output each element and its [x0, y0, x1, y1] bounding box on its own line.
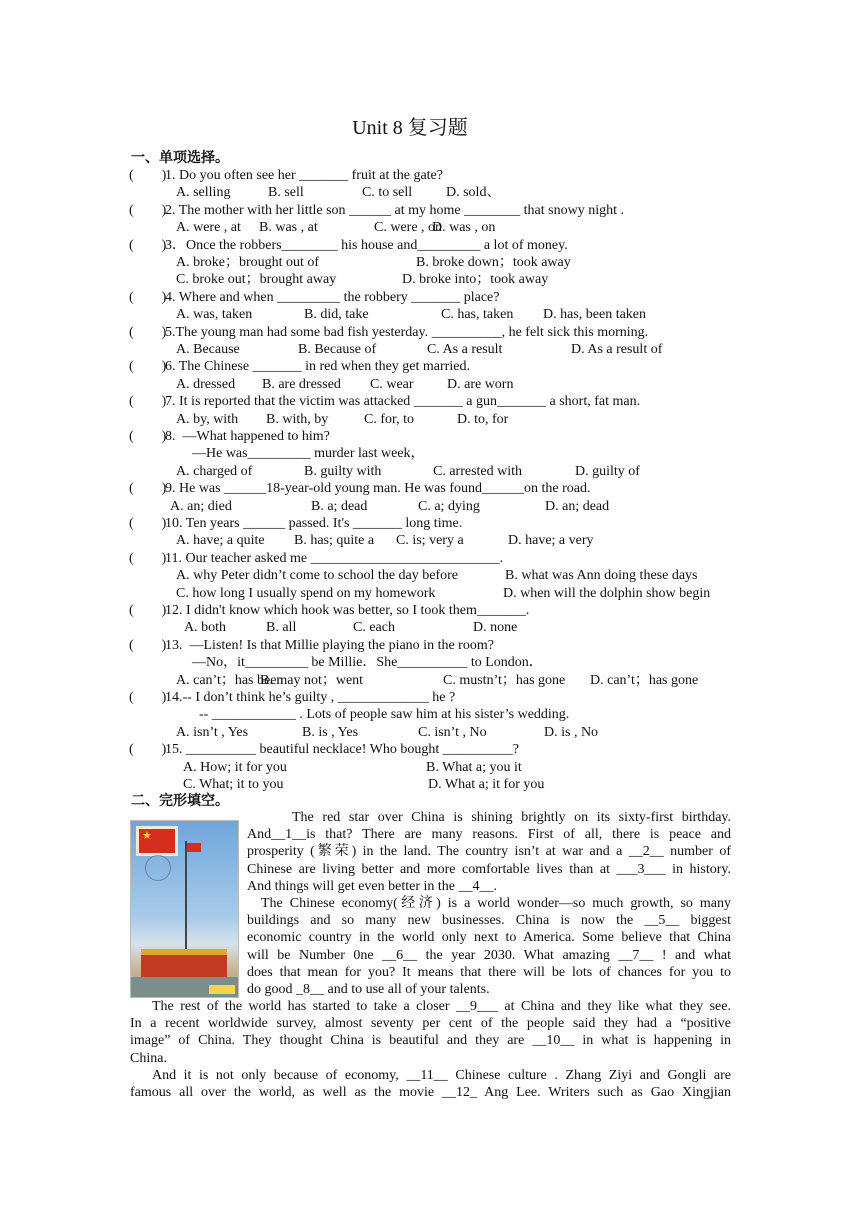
- postmark-image: [145, 855, 171, 881]
- option: C. how long I usually spend on my homework: [176, 585, 436, 601]
- answer-blank: ( ): [129, 168, 167, 183]
- option: D. is , No: [544, 724, 599, 740]
- option: B. are dressed: [262, 376, 341, 392]
- question-text: 14.-- I don’t think he’s guilty , _____________ he ?: [165, 690, 456, 705]
- option: B. all: [266, 620, 297, 636]
- option: A. dressed: [176, 376, 236, 392]
- option: B. Because of: [298, 342, 377, 357]
- question-line: [129, 637, 494, 654]
- question-text: 10. Ten years ______ passed. It's _______ long time.: [165, 516, 463, 531]
- option: D. have; a very: [508, 533, 594, 549]
- option: C. wear: [370, 376, 414, 392]
- answer-blank: ( ): [129, 324, 167, 340]
- question-line: [129, 550, 503, 567]
- option: A. How; it for you: [183, 759, 287, 775]
- option: D. to, for: [457, 411, 509, 427]
- option: D. none: [473, 620, 518, 636]
- cloze-line: does that mean for you? It means that there will be lots of chances for you to: [247, 964, 731, 980]
- question-text: 5.The young man had some bad fish yesterday. __________, he felt sick this morning.: [165, 324, 649, 340]
- answer-blank: ( ): [129, 237, 167, 253]
- option: D. has, been taken: [543, 307, 647, 323]
- page-title: Unit 8 复习题: [352, 117, 468, 139]
- question-line: [129, 202, 624, 219]
- option: B. What a; you it: [426, 759, 522, 775]
- answer-blank: ( ): [129, 516, 167, 531]
- cloze-line: And it is not only because of economy, __11__ Chinese culture . Zhang Ziyi and Gongli are: [152, 1067, 731, 1083]
- option: A. why Peter didn’t come to school the day before: [176, 568, 459, 584]
- question-text: 4. Where and when _________ the robbery _______ place?: [165, 289, 500, 305]
- cloze-line: The red star over China is shining brightly on its sixty-first birthday.: [292, 810, 731, 825]
- question-text: 9. He was ______18-year-old young man. He was found______on the road.: [165, 481, 591, 497]
- option: A. selling: [176, 185, 231, 201]
- cloze-line: Chinese are living better and more comfortable lives than at ___3___ in history.: [247, 861, 731, 877]
- question-text-continued: —He was_________ murder last week，: [192, 446, 425, 462]
- option: A. Because: [176, 342, 240, 357]
- option: C. mustn’t；has gone: [443, 672, 566, 688]
- option: D. was , on: [432, 220, 496, 236]
- question-text: 12. I didn't know which hook was better, so I took them_______.: [165, 603, 530, 618]
- option: B. is , Yes: [302, 724, 359, 740]
- option: D. sold、: [446, 185, 501, 201]
- cloze-line: do good _8__ and to use all of your talents.: [247, 981, 490, 997]
- option: B. was , at: [259, 220, 318, 236]
- option: D. guilty of: [575, 463, 640, 479]
- question-text: 13. —Listen! Is that Millie playing the piano in the room?: [165, 637, 494, 653]
- option: A. can’t；has been: [176, 672, 284, 688]
- option: B. may not；went: [260, 672, 364, 688]
- option: C. As a result: [427, 342, 503, 357]
- option: B. sell: [268, 185, 304, 201]
- cloze-line: The Chinese economy(经济) is a world wonder—so much growth, so many: [261, 895, 731, 911]
- cloze-line: And things will get even better in the __4__.: [247, 878, 498, 894]
- option: D. an; dead: [545, 498, 610, 514]
- logo-badge: [209, 985, 235, 994]
- option: A. charged of: [176, 463, 253, 479]
- question-text: 7. It is reported that the victim was attacked _______ a gun_______ a short, fat man.: [165, 394, 641, 410]
- option: C. each: [353, 620, 395, 636]
- option: A. by, with: [176, 411, 239, 427]
- option: B. with, by: [266, 411, 329, 427]
- option: C. is; very a: [396, 533, 464, 549]
- question-text: 11. Our teacher asked me ___________________________.: [165, 550, 504, 566]
- question-text-continued: —No，it_________ be Millie．She__________ to London．: [192, 655, 543, 671]
- option: B. guilty with: [304, 463, 382, 479]
- option: A. broke；brought out of: [176, 255, 320, 270]
- section-heading-multiple-choice: 一、单项选择。: [131, 150, 229, 166]
- option: A. was, taken: [176, 307, 253, 323]
- option: A. both: [184, 620, 226, 636]
- question-line: [129, 358, 470, 375]
- question-text: 15. __________ beautiful necklace! Who bought __________?: [165, 742, 519, 758]
- option: C. for, to: [364, 411, 414, 427]
- option: C. isn’t , No: [418, 724, 487, 740]
- cloze-line: China.: [130, 1050, 167, 1066]
- option: C. arrested with: [433, 463, 523, 479]
- answer-blank: ( ): [129, 429, 167, 444]
- flag-image: [187, 843, 201, 852]
- question-line: [129, 289, 499, 306]
- tiananmen-gate-image: [141, 949, 227, 977]
- question-text: 3．Once the robbers________ his house and_________ a lot of money.: [165, 237, 568, 253]
- answer-blank: ( ): [129, 359, 167, 375]
- question-line: [129, 393, 640, 410]
- cloze-line: And__1__is that? There are many reasons. First of all, there is peace and: [247, 827, 731, 843]
- cloze-line: famous all over the world, as well as the movie __12_ Ang Lee. Writers such as Gao Xingjian: [130, 1084, 731, 1100]
- flag-stamp-image: ★: [139, 829, 175, 853]
- option: D. As a result of: [571, 342, 663, 357]
- option: C. a; dying: [418, 498, 480, 514]
- question-text: 6. The Chinese _______ in red when they get married.: [165, 359, 470, 375]
- cloze-line: economic country in the world only next to America. Some believe that China: [247, 930, 731, 946]
- option: A. have; a quite: [176, 533, 265, 549]
- question-line: [129, 602, 529, 619]
- option: D. broke into；took away: [402, 272, 549, 288]
- question-line: [129, 167, 443, 184]
- option: B. broke down；took away: [416, 255, 571, 270]
- option: A. an; died: [170, 498, 232, 514]
- option: B. a; dead: [311, 498, 368, 514]
- option: D. What a; it for you: [428, 777, 545, 792]
- cloze-line: buildings and so many new businesses. China is now the __5__ biggest: [247, 913, 731, 929]
- option: B. what was Ann doing these days: [505, 568, 698, 584]
- answer-blank: ( ): [129, 637, 167, 653]
- stamp-photo: [130, 820, 239, 998]
- cloze-line: will be Number 0ne __6__ the year 2030. What amazing __7__ ! and what: [247, 947, 731, 963]
- cloze-line: The rest of the world has started to take a closer __9___ at China and they like what they see.: [152, 999, 731, 1014]
- option: C. broke out；brought away: [176, 272, 337, 288]
- option: A. isn’t , Yes: [176, 724, 249, 740]
- answer-blank: ( ): [129, 742, 167, 758]
- option: D. are worn: [447, 376, 514, 392]
- question-text: 2. The mother with her little son ______ at my home ________ that snowy night .: [165, 202, 624, 218]
- question-line: [129, 237, 568, 254]
- question-line: [129, 480, 590, 497]
- question-text: 8. —What happened to him?: [165, 429, 330, 444]
- option: C. to sell: [362, 185, 413, 201]
- answer-blank: ( ): [129, 481, 167, 497]
- cloze-line: image” of China. They thought China is beautiful and they are __10__ in what is happening in: [130, 1033, 731, 1049]
- option: D. can’t；has gone: [590, 672, 699, 688]
- question-line: [129, 689, 455, 706]
- cloze-line: In a recent worldwide survey, almost seventy per cent of the people said they had a “positive: [130, 1016, 731, 1032]
- answer-blank: ( ): [129, 202, 167, 218]
- question-text-continued: -- ____________ . Lots of people saw him at his sister’s wedding.: [199, 707, 570, 723]
- question-line: [129, 428, 330, 445]
- answer-blank: ( ): [129, 394, 167, 410]
- answer-blank: ( ): [129, 603, 167, 618]
- option: D. when will the dolphin show begin: [503, 585, 711, 601]
- question-line: [129, 324, 648, 341]
- question-line: [129, 515, 462, 532]
- answer-blank: ( ): [129, 289, 167, 305]
- option: C. were , on: [374, 220, 443, 236]
- option: B. did, take: [304, 307, 369, 323]
- option: C. What; it to you: [183, 777, 284, 792]
- answer-blank: ( ): [129, 550, 167, 566]
- cloze-paragraph-full: [130, 998, 731, 1101]
- section-heading-cloze: 二、完形填空。: [131, 793, 229, 809]
- cloze-line: prosperity (繁荣) in the land. The country isn’t at war and a __2__ number of: [247, 844, 731, 860]
- question-line: [129, 741, 519, 758]
- answer-blank: ( ): [129, 690, 167, 705]
- option: B. has; quite a: [294, 533, 375, 549]
- option: A. were , at: [176, 220, 241, 236]
- question-text: 1. Do you often see her _______ fruit at the gate?: [165, 168, 443, 183]
- option: C. has, taken: [441, 307, 514, 323]
- cloze-paragraph-wrapped: [247, 809, 731, 998]
